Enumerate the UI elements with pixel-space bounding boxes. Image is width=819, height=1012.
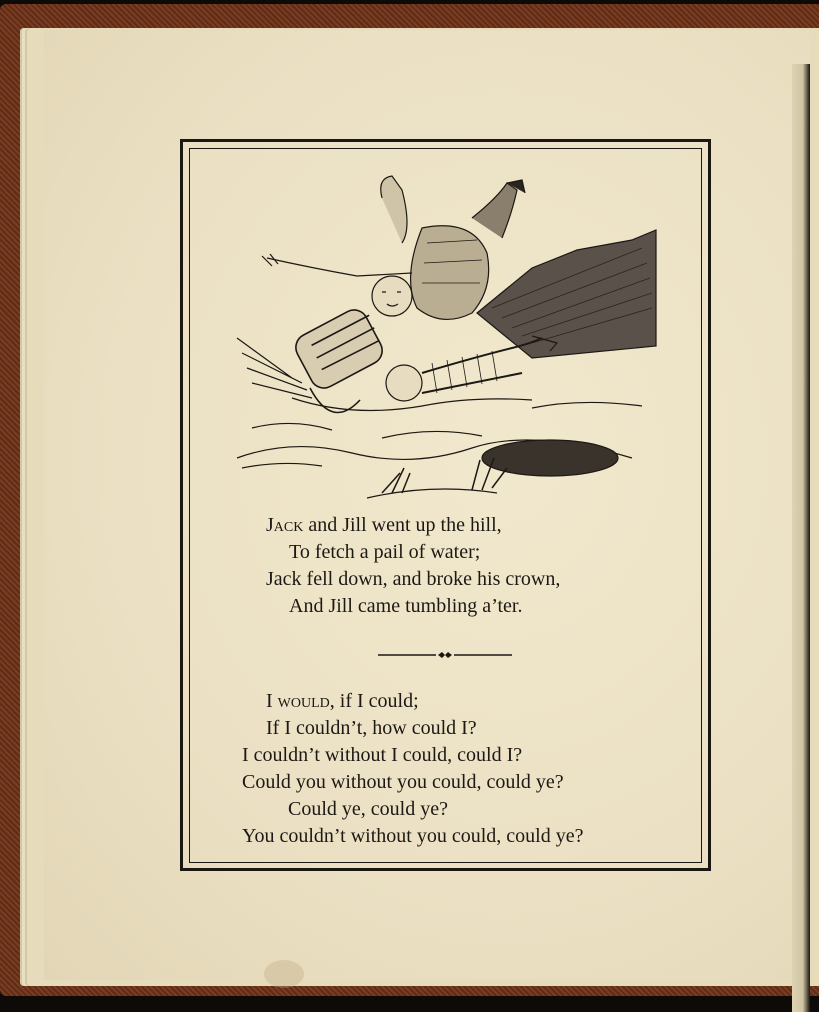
poem-line: Could you without you could, could ye?: [242, 771, 564, 793]
poem-line: If I couldn’t, how could I?: [266, 717, 477, 739]
poem-line: I couldn’t without I could, could I?: [242, 744, 523, 766]
poem-line: You couldn’t without you could, could ye?: [242, 825, 584, 847]
drop-word: would: [272, 690, 330, 712]
poem-text: I: [266, 690, 273, 712]
paper-stain: [264, 960, 304, 988]
poem-line: To fetch a pail of water;: [289, 541, 481, 563]
poem-text: and Jill went up the hill,: [303, 514, 502, 536]
poem-line: [266, 514, 502, 537]
ornamental-divider: [378, 650, 512, 660]
poem-line: Could ye, could ye?: [288, 798, 448, 820]
poem-line: And Jill came tumbling a’ter.: [289, 595, 523, 617]
poem-text: , if I could;: [329, 690, 419, 712]
drop-word: Jack: [266, 514, 304, 536]
jack-and-jill-engraving: [232, 168, 662, 503]
poem-line: Jack fell down, and broke his crown,: [266, 568, 561, 590]
page-fold-shadow: [792, 64, 810, 1012]
poem-line: [266, 690, 419, 713]
